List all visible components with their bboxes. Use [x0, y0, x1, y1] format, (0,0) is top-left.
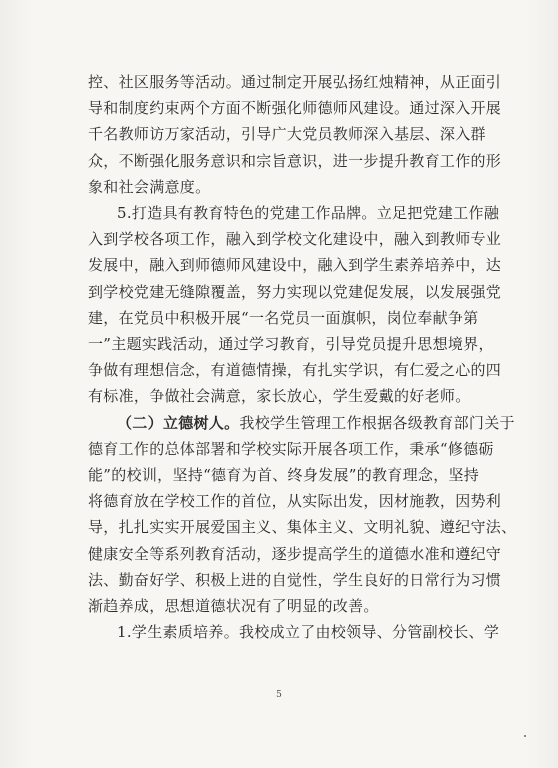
text-line: 导和制度约束两个方面不断强化师德师风建设。通过深入开展: [88, 99, 502, 118]
text-line: 一”主题实践活动，通过学习教育，引导党员提升思想境界，: [88, 335, 494, 353]
text-line: 到学校党建无缝隙覆盖，努力实现以党建促发展，以发展强党: [88, 282, 502, 301]
scan-speck: [524, 735, 526, 737]
section-heading-line: [117, 413, 527, 433]
text-line: 有标准，争做社会满意，家长放心，学生爱戴的好老师。: [88, 387, 471, 406]
text-line: 千名教师访万家活动，引导广大党员教师深入基层、深入群: [88, 125, 486, 144]
page-number: 5: [276, 690, 282, 700]
text-line: 入到学校各项工作，融入到学校文化建设中，融入到教师专业: [88, 230, 502, 249]
text-line: 导，扎扎实实开展爱国主义、集体主义、文明礼貌、遵纪守法、: [88, 518, 517, 537]
text-line: 建，在党员中积极开展“一名党员一面旗帜，岗位奉献争第: [88, 308, 479, 327]
text-line: 控、社区服务等活动。通过制定开展弘扬红烛精神，从正面引: [88, 73, 502, 91]
text-line: 能”的校训，坚持“德育为首、终身发展”的教育理念，坚持: [88, 466, 480, 484]
text-line: 将德育放在学校工作的首位，从实际出发，因材施教，因势利: [88, 492, 502, 511]
text-line: 5.打造具有教育特色的党建工作品牌。立足把党建工作融: [117, 204, 500, 222]
text-line: 争做有理想信念，有道德情操，有扎实学识，有仁爱之心的四: [88, 361, 502, 380]
text-line: 众，不断强化服务意识和宗旨意识，进一步提升教育工作的形: [88, 151, 502, 170]
text-line: 象和社会满意度。: [88, 177, 211, 196]
section-heading: （二）立德树人。: [117, 413, 240, 432]
section-text: 我校学生管理工作根据各级教育部门关于: [239, 413, 515, 432]
text-line: 发展中，融入到师德师风建设中，融入到学生素养培养中，达: [88, 256, 502, 275]
text-line: 1.学生素质培养。我校成立了由校领导、分管副校长、学: [117, 623, 500, 642]
text-line: 法、勤奋好学、积极上进的自觉性，学生良好的日常行为习惯: [88, 570, 502, 589]
text-line: 德育工作的总体部署和学校实际开展各项工作，秉承“修德砺: [88, 439, 494, 458]
text-line: 健康安全等系列教育活动，逐步提高学生的道德水准和遵纪守: [88, 544, 502, 563]
text-line: 渐趋养成，思想道德状况有了明显的改善。: [88, 597, 379, 615]
